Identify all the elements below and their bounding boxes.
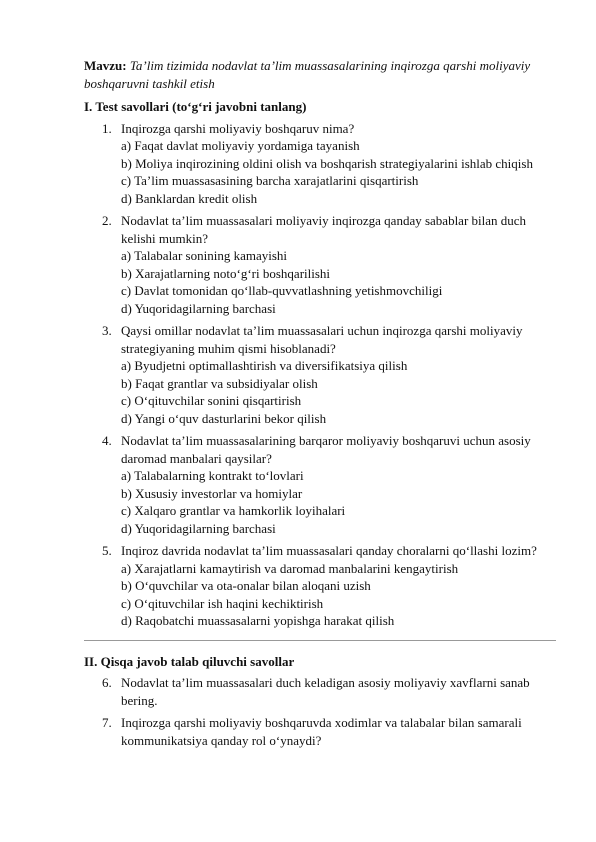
answer-option-c: c) Davlat tomonidan qo‘llab-quvvatlashning yetishmovchiligi <box>121 283 443 298</box>
answer-option-a: a) Talabalar sonining kamayishi <box>121 248 287 263</box>
question-4 <box>102 432 556 537</box>
question-text: Inqirozga qarshi moliyaviy boshqaruvda xodimlar va talabalar bilan samarali kommunikatsiya qanday rol o‘ynaydi? <box>121 715 522 748</box>
question-text: Inqiroz davrida nodavlat ta’lim muassasalari qanday choralarni qo‘llashi lozim? <box>121 543 537 558</box>
answer-option-b: b) O‘quvchilar va ota-onalar bilan aloqani uzish <box>121 578 371 593</box>
question-number: 6. <box>102 675 112 690</box>
answer-option-b: b) Xarajatlarning noto‘g‘ri boshqarilishi <box>121 265 331 281</box>
question-number: 5. <box>102 543 112 558</box>
answer-option-a: a) Byudjetni optimallashtirish va diversifikatsiya qilish <box>121 358 408 373</box>
answer-option-d: d) Yangi o‘quv dasturlarini bekor qilish <box>121 410 327 426</box>
answer-option-a: a) Talabalarning kontrakt to‘lovlari <box>121 468 304 483</box>
answer-option-b: b) Moliya inqirozining oldini olish va boshqarish strategiyalarini ishlab chiqish <box>121 155 533 171</box>
topic-line <box>84 57 556 92</box>
question-number: 7. <box>102 715 112 730</box>
question-text: Nodavlat ta’lim muassasalari duch keladigan asosiy moliyaviy xavflarni sanab bering. <box>121 675 530 708</box>
answer-option-a: a) Xarajatlarni kamaytirish va daromad manbalarini kengaytirish <box>121 560 459 576</box>
answer-option-d: d) Raqobatchi muassasalarni yopishga harakat qilish <box>121 613 395 628</box>
topic-text: Ta’lim tizimida nodavlat ta’lim muassasalarining inqirozga qarshi moliyaviy boshqaruvni tashkil etish <box>84 58 531 91</box>
question-text: Qaysi omillar nodavlat ta’lim muassasalari uchun inqirozga qarshi moliyaviy strategiyaning muhim qismi hisoblanadi? <box>121 323 523 356</box>
question-text: Inqirozga qarshi moliyaviy boshqaruv nima? <box>121 120 355 136</box>
answer-option-c: c) Ta’lim muassasasining barcha xarajatlarini qisqartirish <box>121 173 419 188</box>
question-text: Nodavlat ta’lim muassasalari moliyaviy inqirozga qanday sabablar bilan duch kelishi mumkin? <box>121 213 527 246</box>
section-2 <box>84 653 556 750</box>
answer-option-b: b) Xususiy investorlar va homiylar <box>121 485 303 501</box>
answer-option-c: c) O‘qituvchilar sonini qisqartirish <box>121 393 302 408</box>
question-text: Nodavlat ta’lim muassasalarining barqaror moliyaviy boshqaruvi uchun asosiy daromad manbalari qaysilar? <box>121 433 531 466</box>
section-1-title: I. Test savollari (to‘g‘ri javobni tanlang) <box>84 99 307 114</box>
question-number: 2. <box>102 213 112 228</box>
answer-option-c: c) O‘qituvchilar ish haqini kechiktirish <box>121 595 324 611</box>
question-number: 3. <box>102 323 112 338</box>
question-3 <box>102 322 556 427</box>
answer-option-c: c) Xalqaro grantlar va hamkorlik loyihalari <box>121 503 346 518</box>
question-2 <box>102 212 556 317</box>
question-number: 1. <box>102 120 112 136</box>
question-1 <box>102 120 556 208</box>
question-number: 4. <box>102 433 112 448</box>
question-5 <box>102 542 556 630</box>
answer-option-a: a) Faqat davlat moliyaviy yordamiga tayanish <box>121 138 360 153</box>
document-page <box>84 57 556 754</box>
section-2-title: II. Qisqa javob talab qiluvchi savollar <box>84 653 295 669</box>
answer-option-b: b) Faqat grantlar va subsidiyalar olish <box>121 375 318 391</box>
answer-option-d: d) Banklardan kredit olish <box>121 190 258 206</box>
topic-label: Mavzu: <box>84 58 127 73</box>
question-7 <box>102 714 556 749</box>
answer-option-d: d) Yuqoridagilarning barchasi <box>121 520 276 536</box>
answer-option-d: d) Yuqoridagilarning barchasi <box>121 300 276 316</box>
section-divider <box>84 640 556 641</box>
question-6 <box>102 674 556 709</box>
